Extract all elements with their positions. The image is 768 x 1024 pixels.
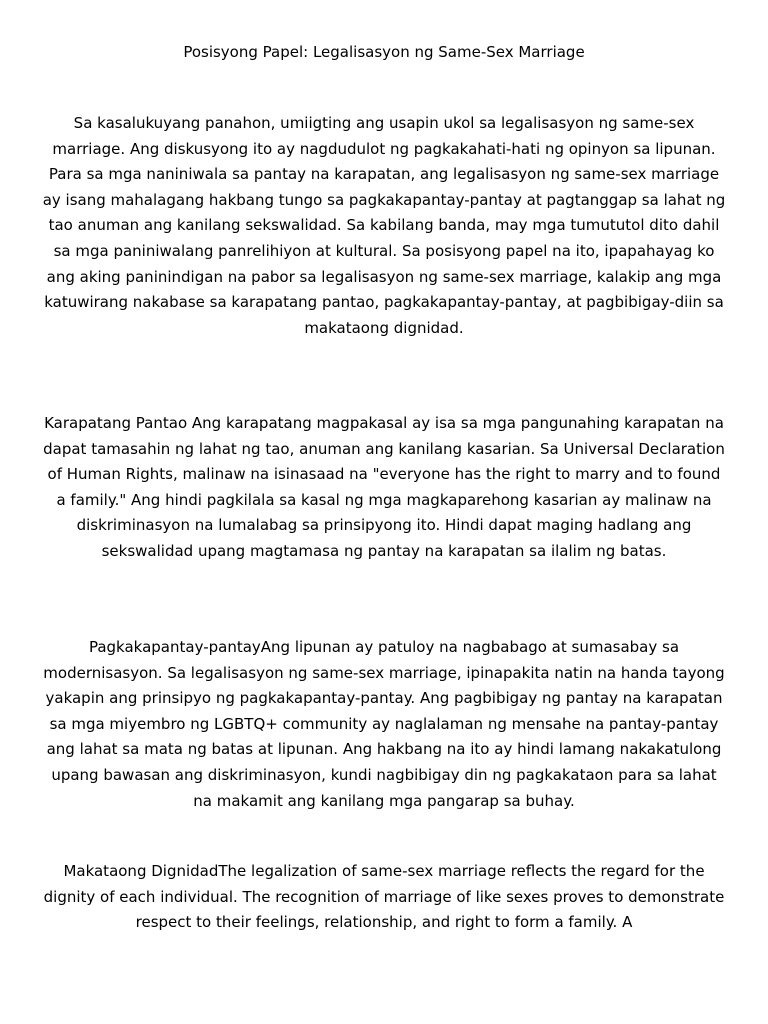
paragraph-introduction: Sa kasalukuyang panahon, umiigting ang usapin ukol sa legalisasyon ng same-sex marriage. Ang diskusyong ito ay nagdudulot ng pagkakahati-hati ng opinyon sa lipunan. Para sa mga naniniwala sa pantay na karapatan, ang legalisasyon ng same-sex marriage ay isang mahalagang hakbang tungo sa pagkakapantay-pantay at pagtanggap sa lahat ng tao anuman ang kanilang sekswalidad. Sa kabilang banda, may mga tumututol dito dahil sa mga paniniwalang panrelihiyon at kultural. Sa posisyong papel na ito, ipapahayag ko ang aking paninindigan na pabor sa legalisasyon ng same-sex marriage, kalakip ang mga katuwirang nakabase sa karapatang pantao, pagkakapantay-pantay, at pagbibigay-diin sa makataong dignidad. — [42, 114, 726, 337]
paragraph-karapatang-pantao: Karapatang Pantao Ang karapatang magpakasal ay isa sa mga pangunahing karapatan na dapat tamasahin ng lahat ng tao, anuman ang kanilang kasarian. Sa Universal Declaration of Human Rights, malinaw na isinasaad na "everyone has the right to marry and to found a family." Ang hindi pagkilala sa kasal ng mga magkaparehong kasarian ay malinaw na diskriminasyon na lumalabag sa prinsipyong ito. Hindi dapat maging hadlang ang sekswalidad upang magtamasa ng pantay na karapatan sa ilalim ng batas. — [43, 414, 725, 560]
paragraph-makataong-dignidad: Makataong DignidadThe legalization of same-sex marriage reflects the regard for the dignity of each individual. The recognition of marriage of like sexes proves to demonstrate respect to their feelings, relationship, and right to form a family. A — [43, 862, 725, 932]
document-title: Posisyong Papel: Legalisasyon ng Same-Sex Marriage — [183, 43, 585, 61]
paragraph-pagkakapantay-pantay: Pagkakapantay-pantayAng lipunan ay patuloy na nagbabago at sumasabay sa modernisasyon. Sa legalisasyon ng same-sex marriage, ipinapakita natin na handa tayong yakapin ang prinsipyo ng pagkakapantay-pantay. Ang pagbibigay ng pantay na karapatan sa mga miyembro ng LGBTQ+ community ay naglalaman ng mensahe na pantay-pantay ang lahat sa mata ng batas at lipunan. Ang hakbang na ito ay hindi lamang nakakatulong upang bawasan ang diskriminasyon, kundi nagbibigay din ng pagkakataon para sa lahat na makamit ang kanilang mga pangarap sa buhay. — [43, 638, 725, 810]
